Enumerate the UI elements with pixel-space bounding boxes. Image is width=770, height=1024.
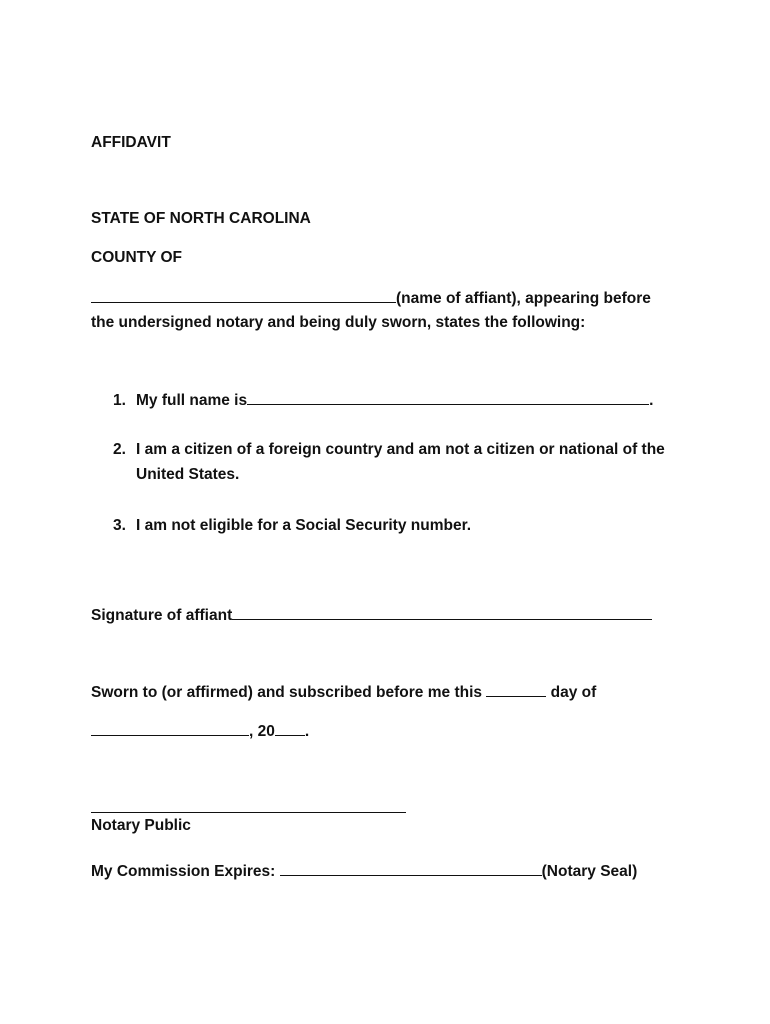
intro-line-2: the undersigned notary and being duly sworn, states the following: (91, 314, 586, 331)
statement-text: I am a citizen of a foreign country and am not a citizen or national of the (136, 441, 665, 458)
intro-line-1 (91, 287, 651, 309)
sworn-line-2 (91, 720, 309, 742)
signature-line (91, 604, 652, 626)
notary-seal-label: (Notary Seal) (541, 863, 638, 880)
statement-number: 3. (113, 517, 126, 534)
notary-signature-blank[interactable] (91, 797, 406, 813)
statement-2-continued: United States. (136, 466, 240, 483)
day-of-text: day of (550, 684, 597, 701)
state-heading: STATE OF NORTH CAROLINA (91, 210, 311, 227)
affiant-name-blank[interactable] (91, 287, 396, 303)
county-heading: COUNTY OF (91, 249, 182, 266)
year-blank[interactable] (275, 720, 305, 736)
sworn-line-1 (91, 681, 596, 703)
month-blank[interactable] (91, 720, 249, 736)
signature-label: Signature of affiant (91, 607, 233, 624)
notary-public-label: Notary Public (91, 817, 191, 834)
year-prefix: , 20 (249, 723, 275, 740)
day-blank[interactable] (486, 681, 546, 697)
statement-text: My full name is (136, 392, 248, 409)
statement-3 (113, 516, 471, 536)
full-name-blank[interactable] (247, 389, 649, 405)
statement-1 (113, 389, 653, 411)
sworn-text: Sworn to (or affirmed) and subscribed before me this (91, 684, 482, 701)
statement-2 (113, 440, 665, 460)
affiant-note: (name of affiant), appearing before (396, 290, 651, 307)
statement-number: 1. (113, 392, 126, 409)
commission-date-blank[interactable] (280, 860, 542, 876)
year-end: . (304, 723, 310, 740)
statement-text: I am not eligible for a Social Security number. (136, 517, 472, 534)
signature-blank[interactable] (232, 604, 652, 620)
commission-label: My Commission Expires: (91, 863, 276, 880)
document-title: AFFIDAVIT (91, 134, 171, 151)
commission-line (91, 860, 637, 882)
statement-number: 2. (113, 441, 126, 458)
statement-end: . (649, 392, 654, 409)
